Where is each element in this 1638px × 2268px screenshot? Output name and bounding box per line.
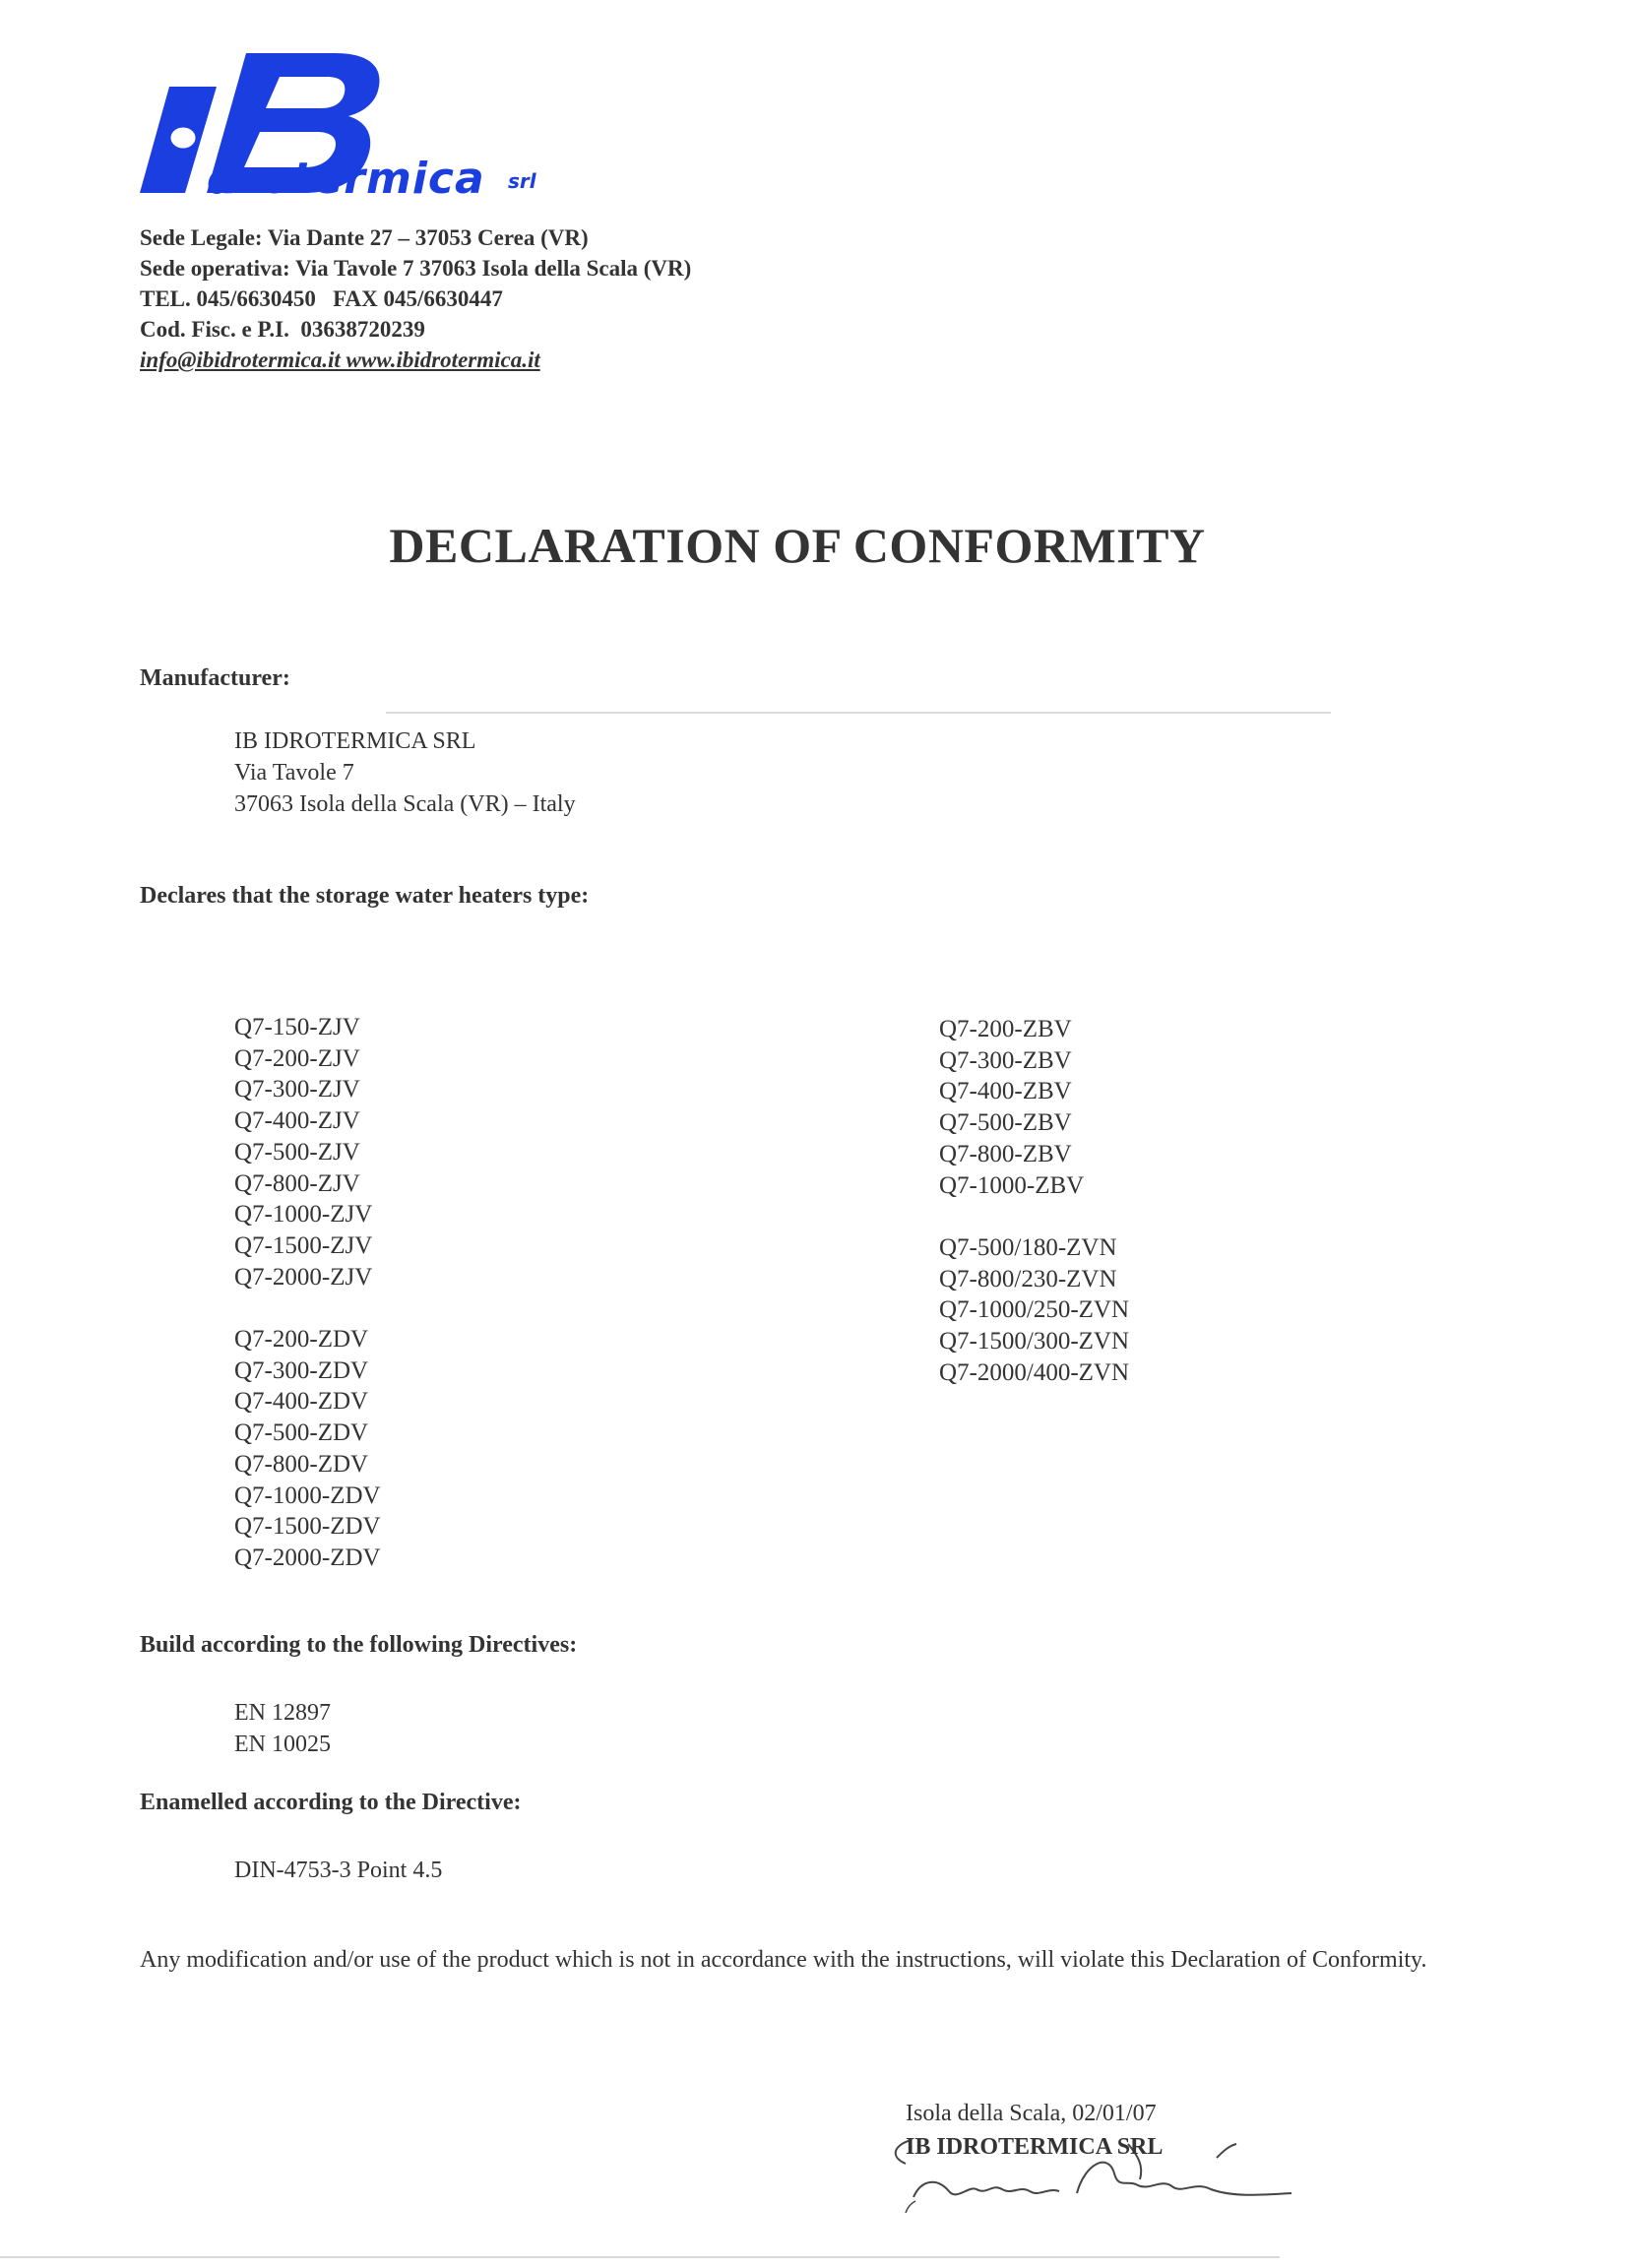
page-title: DECLARATION OF CONFORMITY <box>389 518 1206 573</box>
list-item: Q7-300-ZBV <box>939 1046 1072 1074</box>
manufacturer-address <box>234 725 576 820</box>
list-item: Q7-400-ZDV <box>234 1388 369 1416</box>
list-item: Q7-200-ZJV <box>234 1044 360 1072</box>
list-item: Q7-800-ZJV <box>234 1169 360 1197</box>
list-item: Q7-2000-ZJV <box>234 1263 373 1291</box>
tax-code: Cod. Fisc. e P.I. 03638720239 <box>140 317 425 342</box>
declares-label: Declares that the storage water heaters type: <box>140 883 590 909</box>
list-item: Q7-1500-ZDV <box>234 1513 381 1541</box>
list-item: Q7-1000-ZJV <box>234 1201 373 1228</box>
list-item: Q7-800/230-ZVN <box>939 1265 1117 1292</box>
scan-artifact-line <box>386 712 1331 714</box>
list-item: Q7-2000-ZDV <box>234 1544 381 1571</box>
logo-suffix: srl <box>508 169 536 193</box>
manufacturer-city: 37063 Isola della Scala (VR) – Italy <box>234 791 576 817</box>
contact-links[interactable]: info@ibidrotermica.it www.ibidrotermica.it <box>140 347 540 372</box>
list-item: Q7-1000-ZDV <box>234 1481 381 1509</box>
list-item: Q7-1500/300-ZVN <box>939 1328 1130 1355</box>
list-item: Q7-800-ZDV <box>234 1450 369 1478</box>
phone-fax: TEL. 045/6630450 FAX 045/6630447 <box>140 286 503 311</box>
list-item: Q7-1000/250-ZVN <box>939 1296 1130 1324</box>
models-zdv-list <box>234 1324 381 1574</box>
models-zbv-list <box>939 1014 1084 1201</box>
operating-seat: Sede operativa: Via Tavole 7 37063 Isola della Scala (VR) <box>140 256 692 281</box>
list-item: Q7-2000/400-ZVN <box>939 1358 1130 1386</box>
directives-label: Build according to the following Directives: <box>140 1632 578 1658</box>
list-item: EN 12897 <box>234 1700 331 1726</box>
list-item: Q7-400-ZBV <box>939 1078 1072 1105</box>
list-item: DIN-4753-3 Point 4.5 <box>234 1858 443 1883</box>
disclaimer-paragraph: Any modification and/or use of the product which is not in accordance with the instructions, will violate this Declaration of Conformity. <box>140 1947 1427 1973</box>
list-item: Q7-300-ZDV <box>234 1356 369 1384</box>
directives-list <box>234 1697 331 1760</box>
list-item: Q7-200-ZBV <box>939 1016 1072 1042</box>
list-item: Q7-400-ZJV <box>234 1107 360 1135</box>
company-header <box>140 222 691 375</box>
signature-block <box>866 2095 1299 2213</box>
signing-company: IB IDROTERMICA SRL <box>906 2134 1164 2160</box>
manufacturer-label: Manufacturer: <box>140 665 290 691</box>
logo-wordmark: drotermica <box>207 154 485 204</box>
list-item: Q7-500-ZDV <box>234 1419 369 1447</box>
models-zvn-list <box>939 1232 1129 1389</box>
scan-artifact-bottom <box>0 2256 1280 2258</box>
manufacturer-street: Via Tavole 7 <box>234 760 354 786</box>
legal-seat: Sede Legale: Via Dante 27 – 37053 Cerea (VR) <box>140 225 589 250</box>
enamel-label: Enamelled according to the Directive: <box>140 1790 522 1815</box>
list-item: Q7-150-ZJV <box>234 1014 360 1040</box>
list-item: Q7-1000-ZBV <box>939 1171 1085 1199</box>
list-item: Q7-200-ZDV <box>234 1326 369 1353</box>
place-and-date: Isola della Scala, 02/01/07 <box>906 2101 1157 2126</box>
list-item: EN 10025 <box>234 1732 331 1757</box>
models-zjv-list <box>234 1012 372 1292</box>
list-item: Q7-500/180-ZVN <box>939 1234 1117 1261</box>
list-item: Q7-1500-ZJV <box>234 1231 373 1259</box>
enamel-list <box>234 1855 442 1886</box>
list-item: Q7-500-ZJV <box>234 1138 360 1166</box>
manufacturer-name: IB IDROTERMICA SRL <box>234 728 476 754</box>
company-logo <box>138 47 571 205</box>
list-item: Q7-800-ZBV <box>939 1140 1072 1167</box>
list-item: Q7-300-ZJV <box>234 1076 360 1103</box>
list-item: Q7-500-ZBV <box>939 1109 1072 1137</box>
